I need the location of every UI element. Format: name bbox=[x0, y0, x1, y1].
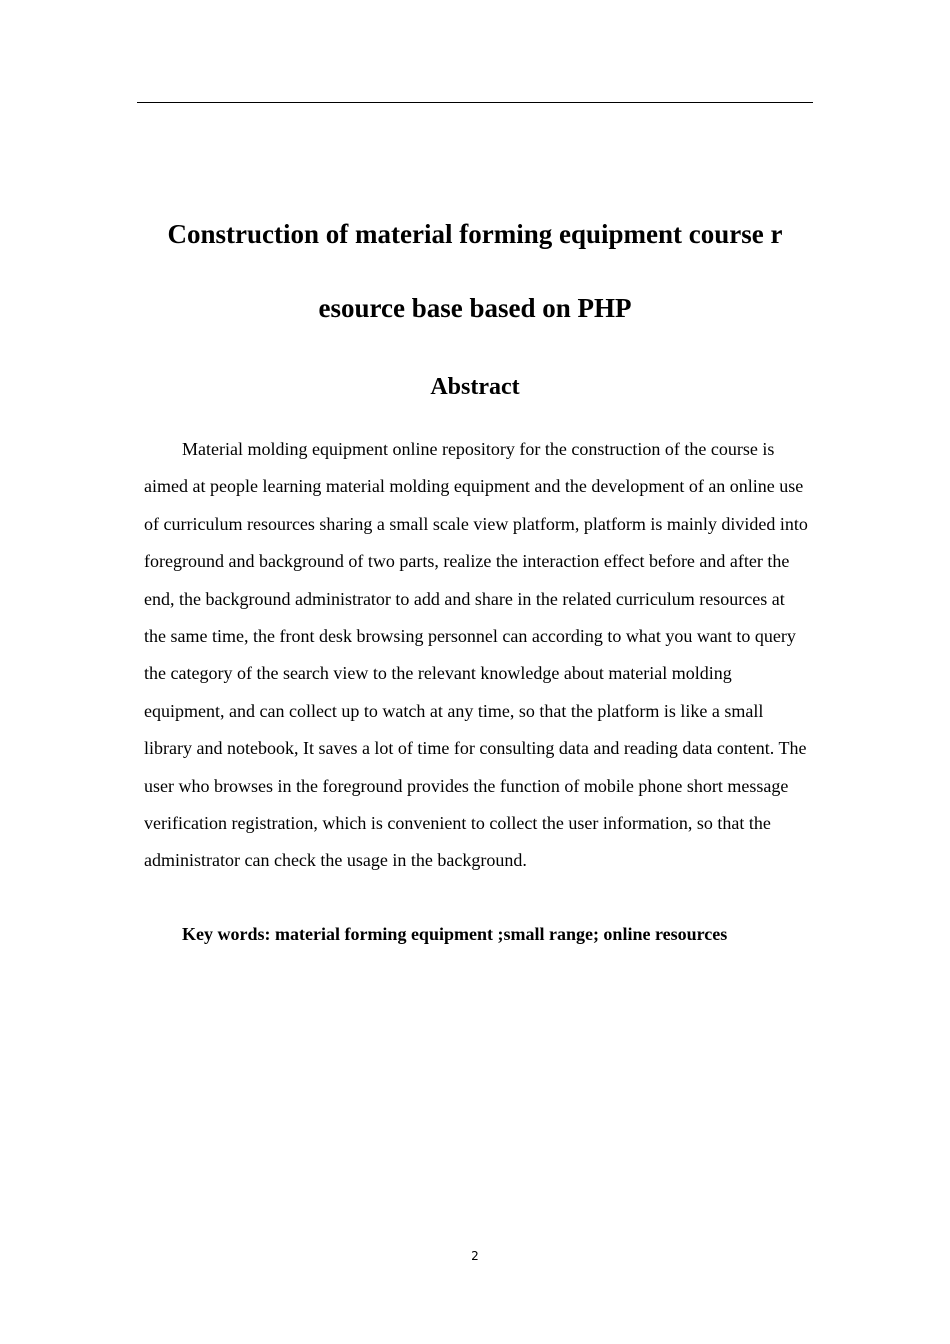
abstract-body: Material molding equipment online repository for the construction of the course is aimed at people learning material molding equipment and the development of an online use of curriculum resources sharing a small scale view platform, platform is mainly divided into foreground and background of two parts, realize the interaction effect before and after the end, the background administrator to add and share in the related curriculum resources at the same time, the front desk browsing personnel can according to what you want to query the category of the search view to the relevant knowledge about material molding equipment, and can collect up to watch at any time, so that the platform is like a small library and notebook, It saves a lot of time for consulting data and reading data content. The user who browses in the foreground provides the function of mobile phone short message verification registration, which is convenient to collect the user information, so that the administrator can check the usage in the background. bbox=[144, 439, 808, 871]
title-line-2: esource base based on PHP bbox=[318, 293, 632, 323]
header-rule bbox=[137, 102, 813, 103]
abstract-heading: Abstract bbox=[430, 374, 520, 400]
page-number: 2 bbox=[471, 1249, 479, 1263]
title-line-1: Construction of material forming equipment course r bbox=[167, 219, 783, 249]
keywords: Key words: material forming equipment ;small range; online resources bbox=[182, 924, 728, 944]
